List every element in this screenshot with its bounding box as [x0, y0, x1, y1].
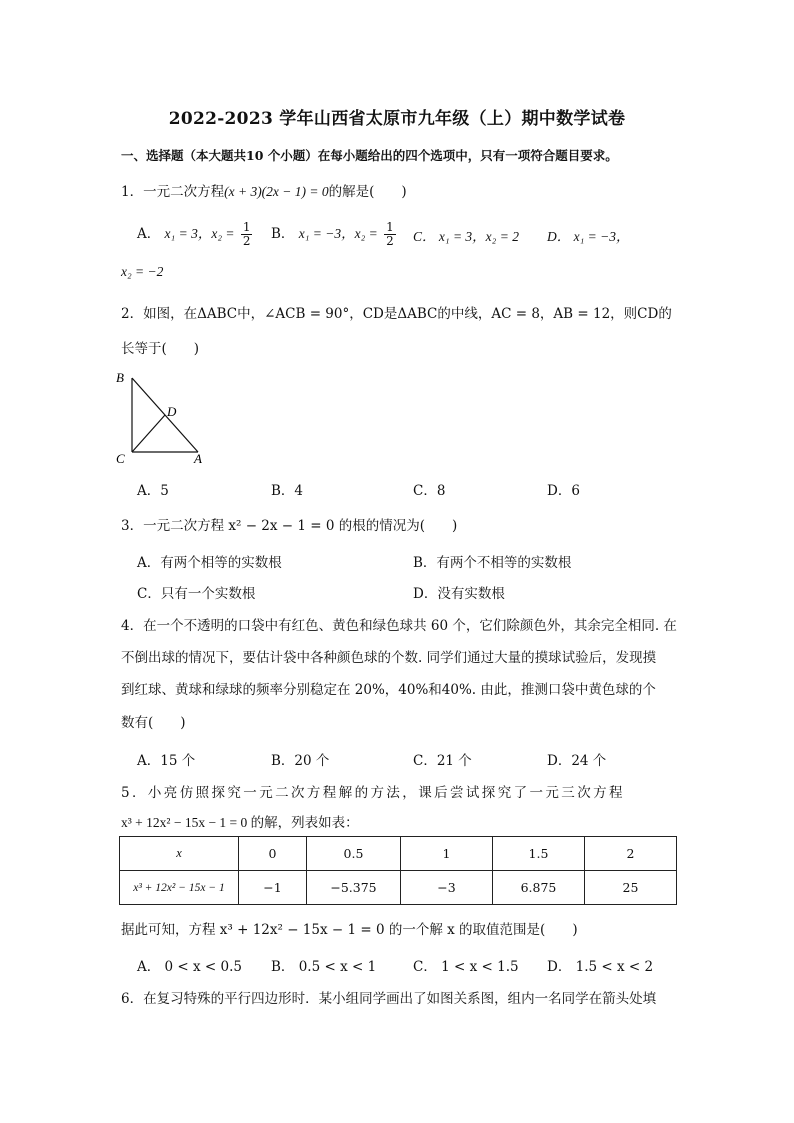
q1-text-end: 的解是( ) — [328, 184, 407, 200]
table-cell: −5.375 — [307, 871, 401, 905]
table-cell: 0.5 — [307, 837, 401, 871]
q1-number: 1． — [121, 184, 144, 200]
q1-option-b[interactable]: B． x₁ = −3，x₂ = $\frac{1}{2}$ — [271, 220, 394, 248]
table-cell: 25 — [585, 871, 677, 905]
question-6-line-1: 6．在复习特殊的平行四边形时．某小组同学画出了如图关系图，组内一名同学在箭头处填 — [121, 991, 657, 1007]
question-5-line-3: 据此可知，方程 x³ + 12x² − 15x − 1 = 0 的一个解 x 的取值范围是( ) — [121, 922, 578, 938]
question-4-line-2: 不倒出球的情况下，要估计袋中各种颜色球的个数. 同学们通过大量的摸球试验后，发现摸 — [121, 650, 657, 666]
question-1 — [121, 180, 407, 200]
q5-option-b[interactable]: B． 0.5 < x < 1 — [271, 959, 377, 975]
table-cell: x — [120, 837, 239, 871]
table-cell: 1.5 — [493, 837, 585, 871]
fraction: $\frac{1}{2}$ — [242, 220, 251, 248]
table-cell: 0 — [239, 837, 307, 871]
table-cell: −3 — [401, 871, 493, 905]
table-cell: x³ + 12x² − 15x − 1 — [120, 871, 239, 905]
question-2-line-1: 2．如图，在ΔABC中，∠ACB = 90°，CD是ΔABC的中线，AC = 8，AB = 12，则CD的 — [121, 306, 672, 322]
q1-equation: (x + 3)(2x − 1) = 0 — [224, 184, 329, 199]
q3-option-b[interactable]: B．有两个不相等的实数根 — [413, 555, 572, 571]
q2-option-b[interactable]: B．4 — [271, 483, 304, 499]
triangle-figure — [112, 366, 212, 470]
q1-option-c[interactable]: C． x₁ = 3，x₂ = 2 — [413, 229, 519, 244]
question-4-line-1: 4．在一个不透明的口袋中有红色、黄色和绿色球共 60 个，它们除颜色外，其余完全相同. 在 — [121, 618, 677, 634]
q5-option-a[interactable]: A． 0 < x < 0.5 — [137, 959, 243, 975]
page-title: 2022-2023 学年山西省太原市九年级（上）期中数学试卷 — [168, 109, 626, 129]
q5-option-d[interactable]: D． 1.5 < x < 2 — [547, 959, 654, 975]
fraction: $\frac{1}{2}$ — [386, 220, 394, 248]
label-b: B — [116, 370, 124, 385]
q1-text: 一元二次方程 — [143, 184, 225, 200]
table-row — [120, 871, 677, 905]
q4-option-b[interactable]: B．20 个 — [271, 753, 330, 769]
question-5-line-1: 5．小亮仿照探究一元二次方程解的方法，课后尝试探究了一元三次方程 — [121, 785, 625, 801]
table-cell: 6.875 — [493, 871, 585, 905]
q3-option-d[interactable]: D．没有实数根 — [413, 586, 505, 602]
q2-option-c[interactable]: C．8 — [413, 483, 446, 499]
label-a: A — [194, 451, 202, 466]
table-cell: −1 — [239, 871, 307, 905]
q4-option-d[interactable]: D．24 个 — [547, 753, 607, 769]
table-row — [120, 837, 677, 871]
q2-option-d[interactable]: D．6 — [547, 483, 580, 499]
q1-option-d[interactable]: D． x₁ = −3， — [547, 229, 630, 244]
q5-option-c[interactable]: C． 1 < x < 1.5 — [413, 959, 519, 975]
table-cell: 2 — [585, 837, 677, 871]
question-3: 3．一元二次方程 x² − 2x − 1 = 0 的根的情况为( ) — [121, 518, 458, 534]
question-4-line-4: 数有( ) — [121, 715, 186, 731]
q1-option-d-continued: x₂ = −2 — [121, 264, 164, 279]
q4-option-a[interactable]: A．15 个 — [137, 753, 196, 769]
q2-option-a[interactable]: A．5 — [137, 483, 169, 499]
question-5-line-2: x³ + 12x² − 15x − 1 = 0 的解，列表如表： — [121, 815, 359, 830]
section-heading: 一、选择题（本大题共10 个小题）在每小题给出的四个选项中，只有一项符合题目要求。 — [121, 148, 618, 163]
question-2-line-2: 长等于( ) — [121, 341, 200, 357]
q4-option-c[interactable]: C．21 个 — [413, 753, 472, 769]
q1-option-a[interactable]: A． x₁ = 3，x₂ = $\frac{1}{2}$ — [137, 220, 251, 248]
q3-option-a[interactable]: A．有两个相等的实数根 — [137, 555, 282, 571]
values-table — [119, 836, 677, 905]
median-cd — [132, 415, 165, 452]
question-4-line-3: 到红球、黄球和绿球的频率分别稳定在 20%，40%和40%. 由此，推测口袋中黄色球的个 — [121, 682, 656, 698]
label-d: D — [167, 404, 177, 419]
label-c: C — [116, 451, 125, 466]
q3-option-c[interactable]: C．只有一个实数根 — [137, 586, 256, 602]
table-cell: 1 — [401, 837, 493, 871]
